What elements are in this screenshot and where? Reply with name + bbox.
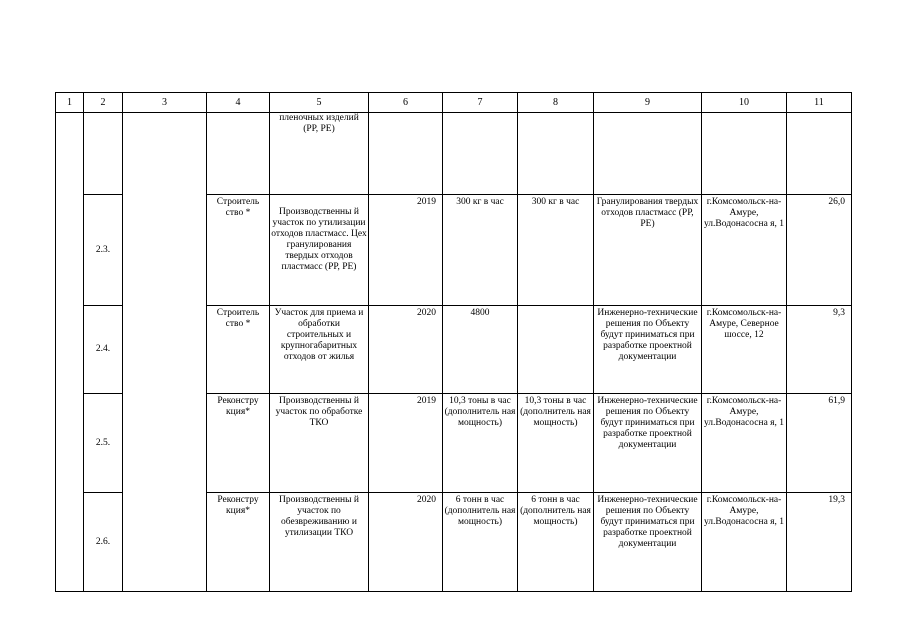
column-header: 6 [369, 93, 443, 113]
work-type: Строитель ство * [207, 306, 270, 394]
column-header: 10 [702, 93, 787, 113]
address: г.Комсомольск-на-Амуре, ул.Водонасосна я, 1 [702, 394, 787, 493]
row-number: 2.6. [84, 493, 123, 592]
column-header: 9 [594, 93, 702, 113]
capacity: 4800 [443, 306, 518, 394]
object-name: Производственны й участок по обработке ТКО [270, 394, 369, 493]
capacity: 10,3 тоны в час (дополнитель ная мощность) [443, 394, 518, 493]
value: 26,0 [787, 195, 852, 306]
technology: Инженерно-технические решения по Объекту будут приниматься при разработке проектной документации [594, 394, 702, 493]
year: 2019 [369, 195, 443, 306]
column-header: 5 [270, 93, 369, 113]
address: г.Комсомольск-на-Амуре, ул.Водонасосна я, 1 [702, 493, 787, 592]
object-name: Участок для приема и обработки строительных и крупногабаритных отходов от жилья [270, 306, 369, 394]
value: 61,9 [787, 394, 852, 493]
year: 2020 [369, 306, 443, 394]
cell-type [207, 113, 270, 195]
column-header: 7 [443, 93, 518, 113]
technology: Гранулирования твердых отходов пластмасс (РР, РЕ) [594, 195, 702, 306]
address: г.Комсомольск-на-Амуре, ул.Водонасосна я, 1 [702, 195, 787, 306]
work-type: Реконстру кция* [207, 493, 270, 592]
object-name: Производственны й участок по утилизации отходов пластмасс. Цех гранулирования твердых отходов пластмасс (РР, РЕ) [270, 195, 369, 306]
technology: Инженерно-технические решения по Объекту будут приниматься при разработке проектной документации [594, 306, 702, 394]
column-header: 8 [518, 93, 594, 113]
row-number: 2.3. [84, 195, 123, 306]
table-row-continued [56, 113, 852, 195]
technology: Инженерно-технические решения по Объекту будут приниматься при разработке проектной документации [594, 493, 702, 592]
capacity-added [518, 306, 594, 394]
work-type: Строитель ство * [207, 195, 270, 306]
column-header: 1 [56, 93, 84, 113]
year: 2019 [369, 394, 443, 493]
cell-num [84, 113, 123, 195]
value: 9,3 [787, 306, 852, 394]
column-header: 4 [207, 93, 270, 113]
object-name: Производственны й участок по обезвреживанию и утилизации ТКО [270, 493, 369, 592]
facilities-table [55, 92, 852, 592]
capacity: 6 тонн в час (дополнитель ная мощность) [443, 493, 518, 592]
work-type: Реконстру кция* [207, 394, 270, 493]
row-number: 2.4. [84, 306, 123, 394]
header-row [56, 93, 852, 113]
cell-col3 [123, 113, 207, 592]
capacity-added: 300 кг в час [518, 195, 594, 306]
cell-col1 [56, 113, 84, 592]
capacity-added: 6 тонн в час (дополнитель ная мощность) [518, 493, 594, 592]
value: 19,3 [787, 493, 852, 592]
cell-object: пленочных изделий (РР, РЕ) [270, 113, 369, 195]
row-number: 2.5. [84, 394, 123, 493]
column-header: 3 [123, 93, 207, 113]
capacity-added: 10,3 тоны в час (дополнитель ная мощность) [518, 394, 594, 493]
column-header: 2 [84, 93, 123, 113]
address: г.Комсомольск-на-Амуре, Северное шоссе, 12 [702, 306, 787, 394]
column-header: 11 [787, 93, 852, 113]
year: 2020 [369, 493, 443, 592]
capacity: 300 кг в час [443, 195, 518, 306]
